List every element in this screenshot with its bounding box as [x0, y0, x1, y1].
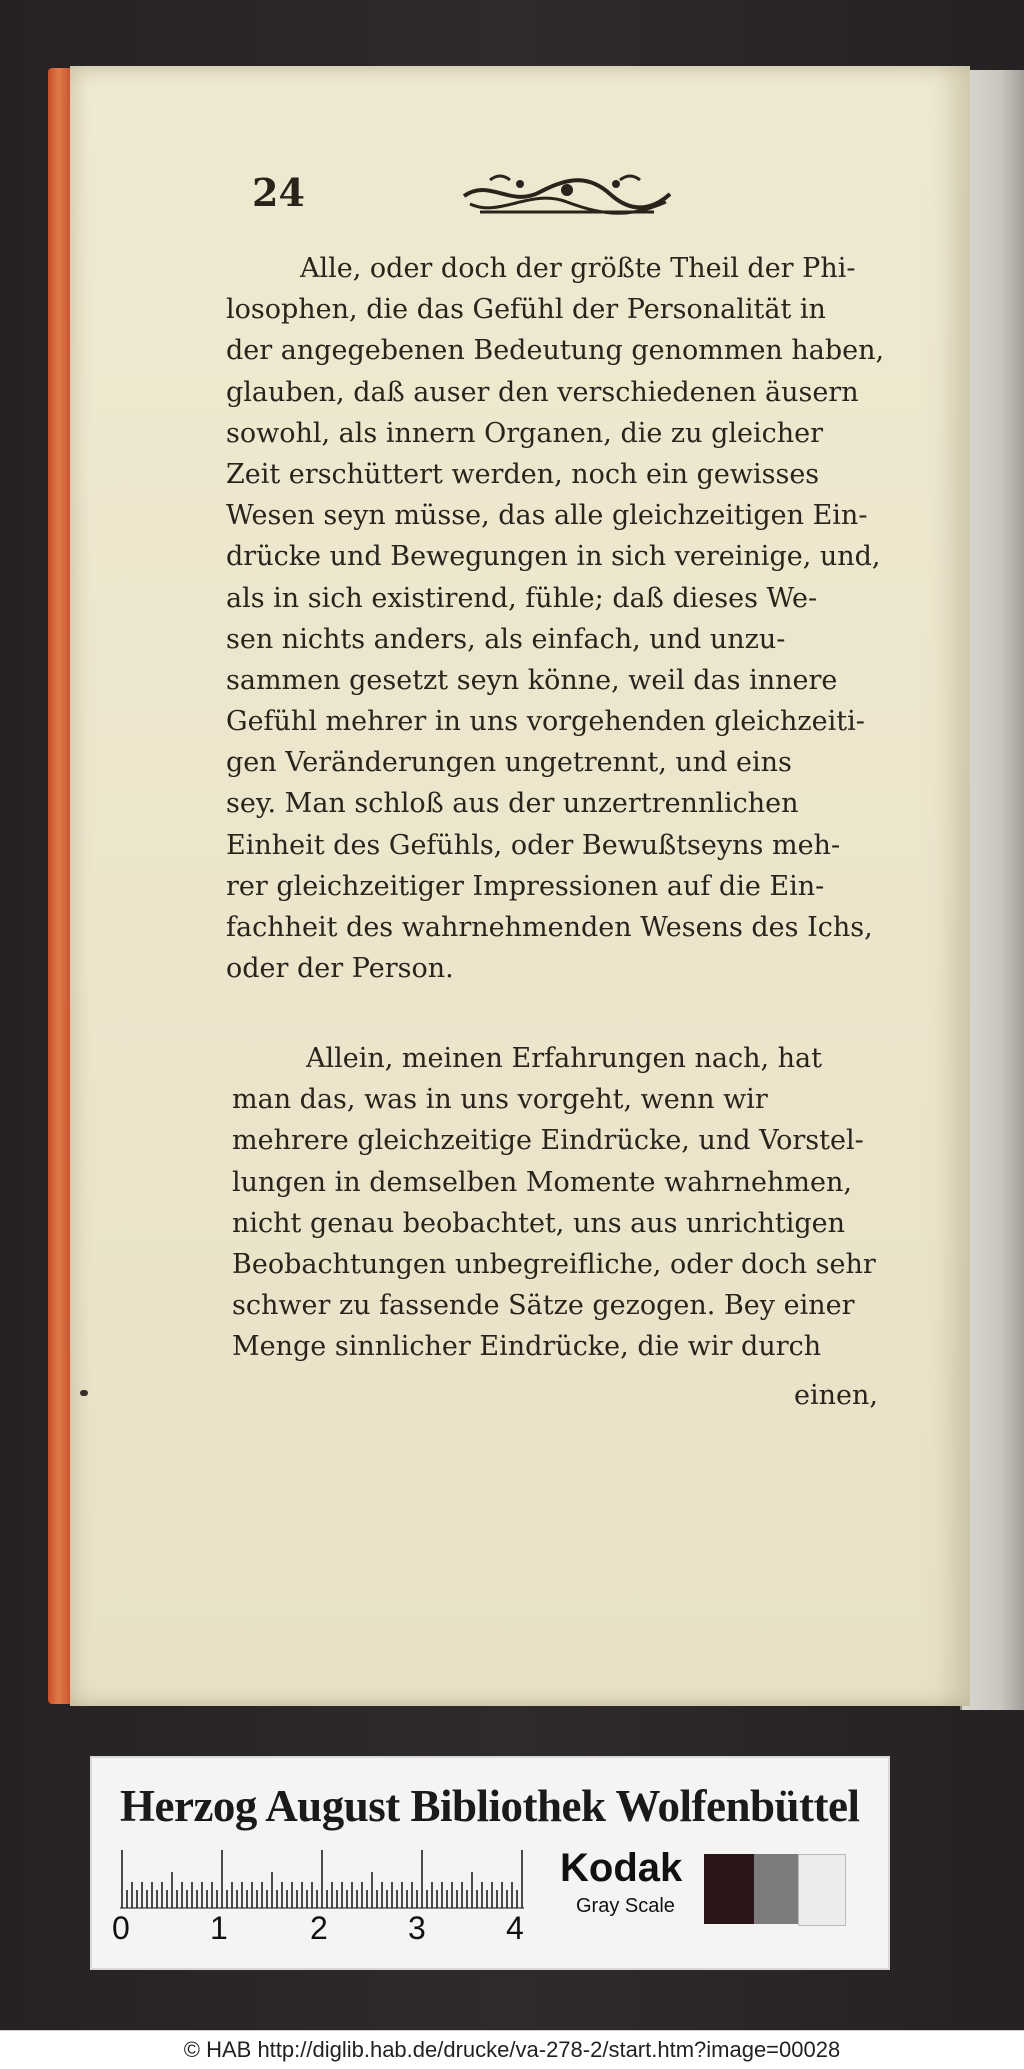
ruler-label-3: 3	[408, 1910, 426, 1946]
gray-scale-label: Gray Scale	[576, 1895, 675, 1917]
ruler-label-0: 0	[112, 1910, 130, 1946]
text-line: Wesen seyn müsse, das alle gleichzeitigen Ein-	[226, 500, 868, 532]
text-line: lungen in demselben Momente wahrnehmen,	[232, 1166, 852, 1198]
copyright-footer: © HAB http://diglib.hab.de/drucke/va-278-2/start.htm?image=00028	[0, 2030, 1024, 2069]
text-line: sey. Man schloß aus der unzertrennlichen	[226, 788, 799, 820]
text-line: Einheit des Gefühls, oder Bewußtseyns meh-	[226, 829, 841, 861]
text-line: Alle, oder doch der größte Theil der Phi-	[300, 253, 856, 284]
paragraph-2	[232, 1038, 888, 1368]
text-line: Zeit erschüttert werden, noch ein gewisses	[226, 458, 820, 490]
text-line: glauben, daß auser den verschiedenen äusern	[226, 376, 859, 408]
ruler-label-2: 2	[310, 1910, 328, 1946]
headpiece-ornament	[460, 168, 674, 224]
text-line: Gefühl mehrer in uns vorgehenden gleichzeiti-	[226, 706, 865, 738]
text-line: schwer zu fassende Sätze gezogen. Bey einer	[232, 1290, 855, 1322]
text-line: der angegebenen Bedeutung genommen haben,	[226, 335, 885, 367]
page-number: 24	[252, 170, 305, 215]
catchword: einen,	[794, 1380, 878, 1411]
ruler-label-4: 4	[506, 1910, 524, 1946]
text-line: sen nichts anders, als einfach, und unzu-	[226, 623, 786, 655]
text-line: Beobachtungen unbegreifliche, oder doch sehr	[232, 1248, 876, 1280]
text-line: gen Veränderungen ungetrennt, und eins	[226, 747, 792, 779]
text-line: drücke und Bewegungen in sich vereinige, und,	[226, 541, 881, 573]
text-line: nicht genau beobachtet, uns aus unrichtigen	[232, 1207, 846, 1239]
text-line: fachheit des wahrnehmenden Wesens des Ichs,	[226, 912, 873, 943]
text-line: sowohl, als innern Organen, die zu gleicher	[226, 417, 824, 449]
ink-speck	[80, 1390, 88, 1396]
text-line: man das, was in uns vorgeht, wenn wir	[232, 1084, 768, 1116]
text-line: rer gleichzeitiger Impressionen auf die Ein-	[226, 870, 825, 902]
text-line: als in sich existirend, fühle; daß dieses We-	[226, 582, 818, 614]
library-name: Herzog August Bibliothek Wolfenbüttel	[120, 1781, 860, 1831]
text-line: mehrere gleichzeitige Eindrücke, und Vorstel-	[232, 1125, 864, 1157]
paragraph-1	[226, 248, 916, 989]
text-line: oder der Person.	[226, 953, 454, 985]
text-line: losophen, die das Gefühl der Personalität in	[226, 294, 826, 326]
text-line: sammen gesetzt seyn könne, weil das innere	[226, 664, 838, 696]
text-line: Allein, meinen Erfahrungen nach, hat	[306, 1043, 823, 1074]
text-line: Menge sinnlicher Eindrücke, die wir durch	[232, 1331, 822, 1363]
gray-swatch-mid	[754, 1854, 798, 1924]
kodak-logo: Kodak	[560, 1846, 683, 1890]
scale-ruler	[120, 1850, 524, 1910]
gray-swatch-light	[798, 1854, 846, 1926]
gray-swatch-dark	[704, 1854, 754, 1924]
ruler-label-1: 1	[210, 1910, 228, 1946]
